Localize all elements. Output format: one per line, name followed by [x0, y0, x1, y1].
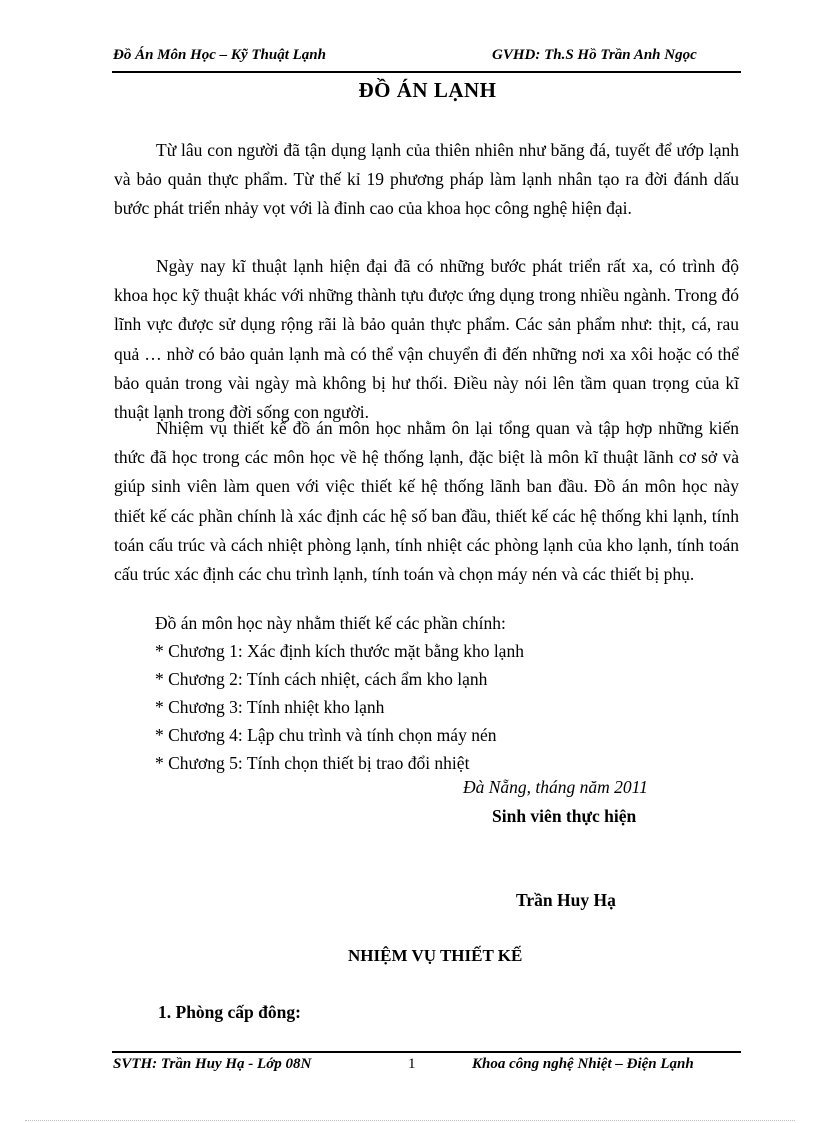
signature-title: Sinh viên thực hiện — [492, 806, 637, 826]
header-advisor: GVHD: Th.S Hồ Trần Anh Ngọc — [492, 47, 697, 63]
chapters-intro: Đồ án môn học này nhằm thiết kế các phần chính: — [155, 613, 506, 633]
intro-paragraph-3: Nhiệm vụ thiết kế đồ án môn học nhằm ôn lại tổng quan và tập hợp những kiến thức đã học trong các môn học về hệ thống lạnh, đặc biệt là môn kĩ thuật lãnh cơ sở và giúp sinh viên làm quen với việc thiết kế hệ thống lãnh ban đầu. Đồ án môn học này thiết kế các phần chính là xác định các hệ số ban đầu, thiết kế các hệ thống khi lạnh, tính toán cấu trúc và cách nhiệt phòng lạnh, tính nhiệt các phòng lạnh của kho lạnh, tính toán cấu trúc xác định các chu trình lạnh, tính toán và chọn máy nén và các thiết bị phụ. — [114, 418, 739, 585]
chapter-item-4: * Chương 4: Lập chu trình và tính chọn máy nén — [155, 725, 497, 745]
footer-faculty: Khoa công nghệ Nhiệt – Điện Lạnh — [472, 1056, 694, 1072]
chapter-item-2: * Chương 2: Tính cách nhiệt, cách ẩm kho lạnh — [155, 669, 488, 689]
page-number: 1 — [408, 1056, 416, 1072]
signature-date: Đà Nẵng, tháng năm 2011 — [463, 777, 648, 797]
intro-paragraph-2: Ngày nay kĩ thuật lạnh hiện đại đã có những bước phát triển rất xa, có trình độ khoa học kỹ thuật khác với những thành tựu được ứng dụng trong nhiều ngành. Trong đó lĩnh vực được sử dụng rộng rãi là bảo quản thực phẩm. Các sản phẩm như: thịt, cá, rau quả … nhờ có bảo quản lạnh mà có thể vận chuyển đi đến những nơi xa xôi hoặc có thể bảo quản trong vài ngày mà không bị hư thối. Điều này nói lên tầm quan trọng của kĩ thuật lạnh trong đời sống con người. — [114, 256, 739, 423]
chapter-item-1: * Chương 1: Xác định kích thước mặt bằng kho lạnh — [155, 641, 524, 661]
intro-paragraph-1: Từ lâu con người đã tận dụng lạnh của thiên nhiên như băng đá, tuyết để ướp lạnh và bảo quản thực phẩm. Từ thế kỉ 19 phương pháp làm lạnh nhân tạo ra đời đánh dấu bước phát triển nhảy vọt với là đỉnh cao của khoa học công nghệ hiện đại. — [114, 140, 739, 219]
header-divider — [112, 71, 741, 73]
chapter-item-5: * Chương 5: Tính chọn thiết bị trao đổi nhiệt — [155, 753, 470, 773]
document-title: ĐỒ ÁN LẠNH — [358, 78, 497, 102]
page-bottom-border — [25, 1120, 795, 1121]
footer-divider — [112, 1051, 741, 1053]
task-heading: NHIỆM VỤ THIẾT KẾ — [348, 946, 523, 965]
header-course-title: Đồ Án Môn Học – Kỹ Thuật Lạnh — [113, 47, 326, 63]
chapter-item-3: * Chương 3: Tính nhiệt kho lạnh — [155, 697, 385, 717]
section-heading: 1. Phòng cấp đông: — [158, 1002, 301, 1022]
footer-student: SVTH: Trần Huy Hạ - Lớp 08N — [113, 1056, 312, 1072]
signature-name: Trần Huy Hạ — [516, 890, 616, 910]
